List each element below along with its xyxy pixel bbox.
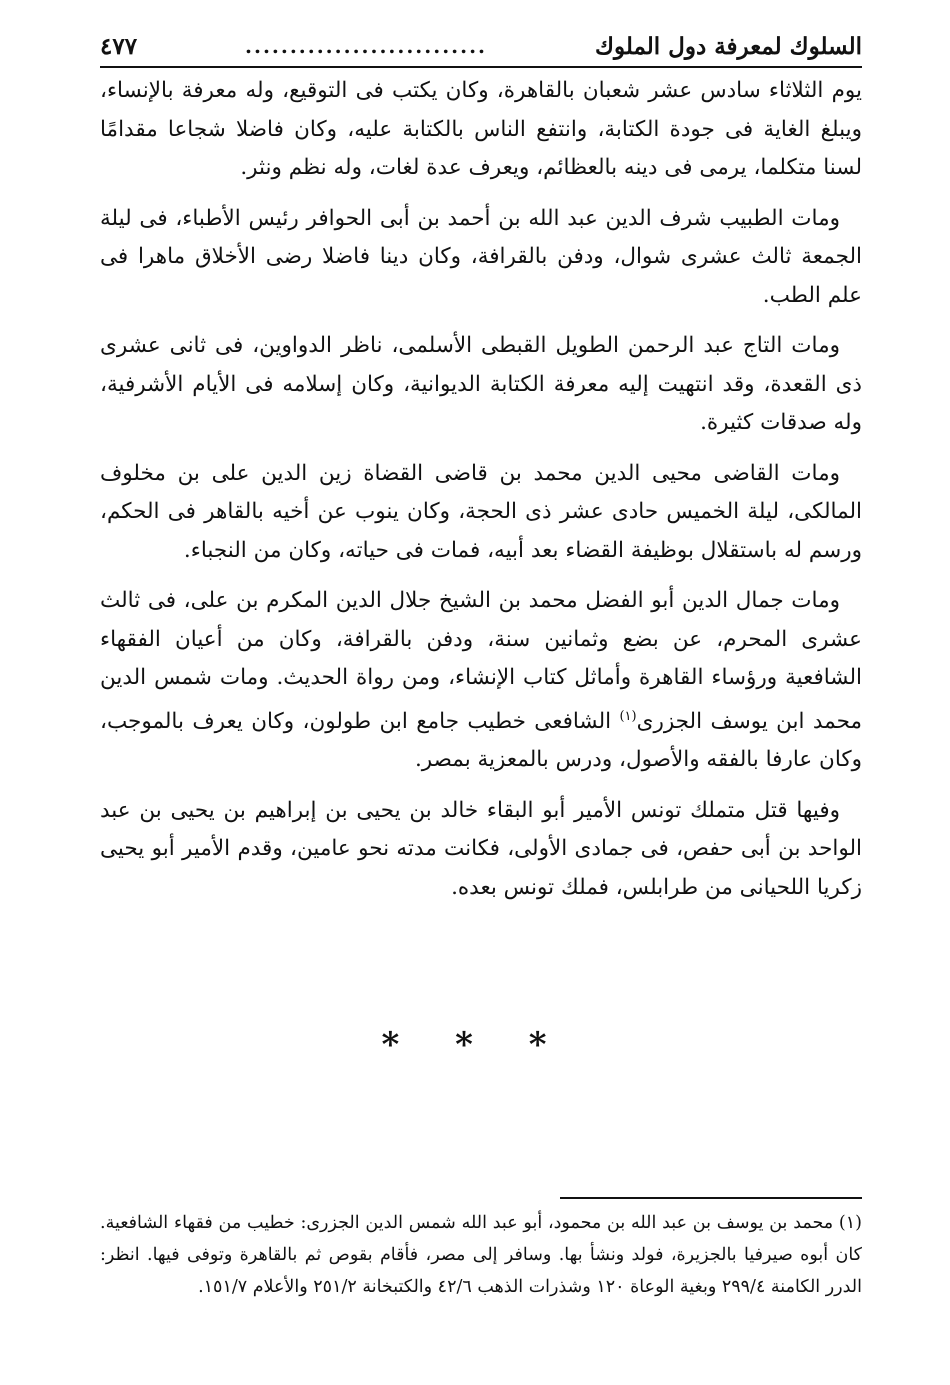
paragraph: وفيها قتل متملك تونس الأمير أبو البقاء خالد بن يحيى بن إبراهيم بن يحيى بن عبد الواحد بن أبى حفص، فى جمادى الأولى، فكانت مدته نحو عامين، وقدم الأمير أبو يحيى زكريا اللحيانى من طرابلس، فملك تونس بعده. <box>100 797 862 900</box>
paragraph-text: الشافعى خطيب جامع ابن طولون، وكان يعرف بالموجب، وكان عارفا بالفقه والأصول، ودرس بالمعزية بمصر. <box>100 708 862 773</box>
footnote-marker: (١) <box>619 708 637 724</box>
paragraph: يوم الثلاثاء سادس عشر شعبان بالقاهرة، وكان يكتب فى التوقيع، وله معرفة بالإنساء، ويبلغ الغاية فى جودة الكتابة، وانتفع الناس بالكتابة عليه، وكان فاضلا شجاعا مقدامًا لسنا متكلما، يرمى فى دينه بالعظائم، ويعرف عدة لغات، وله نظم ونثر. <box>100 78 862 180</box>
leader-dots: ........................... <box>245 34 488 58</box>
section-separator: * * * <box>381 1025 569 1065</box>
footnote-text: (١) محمد بن يوسف بن عبد الله بن محمود، أبو عبد الله شمس الدين الجزرى: خطيب من فقهاء الشافعية. كان أبوه صيرفيا بالجزيرة، فولد ونشأ بها. وسافر إلى مصر، فأقام بقوص ثم بالقاهرة وتوفى فيها. انظر: الدرر الكامنة ٢٩٩/٤ وبغية الوعاة ١٢٠ وشذرات الذهب ٤٢/٦ والكتبخانة ٢٥١/٢ والأعلام ١٥١/٧. <box>100 1213 862 1297</box>
book-title: السلوك لمعرفة دول الملوك <box>594 32 862 60</box>
main-text <box>100 72 862 919</box>
footnote-rule <box>560 1197 862 1199</box>
paragraph: ومات التاج عبد الرحمن الطويل القبطى الأسلمى، ناظر الدواوين، فى ثانى عشرى ذى القعدة، وقد انتهيت إليه معرفة الكتابة الديوانية، وكان إسلامه فى الأيام الأشرفية، وله صدقات كثيرة. <box>100 333 862 435</box>
running-header <box>100 26 862 66</box>
paragraph: ومات القاضى محيى الدين محمد بن قاضى القضاة زين الدين على بن مخلوف المالكى، ليلة الخميس حادى عشر ذى الحجة، وكان ينوب عن أخيه بالقاهر فى الحكم، ورسم له باستقلال بوظيفة القضاء بعد أبيه، فمات فى حياته، وكان من النجباء. <box>100 460 862 563</box>
paragraph-text: ومات جمال الدين أبو الفضل محمد بن الشيخ جلال الدين المكرم بن على، فى ثالث عشرى المحرم، عن بضع وثمانين سنة، ودفن بالقرافة، وكان من أعيان الفقهاء الشافعية ورؤساء القاهرة وأماثل كتاب الإنشاء، ومن رواة الحديث. ومات شمس الدين محمد ابن يوسف الجزرى <box>100 588 862 734</box>
footnote <box>100 1207 862 1303</box>
header-rule <box>100 66 862 68</box>
paragraph: ومات الطبيب شرف الدين عبد الله بن أحمد بن أبى الحوافر رئيس الأطباء، فى ليلة الجمعة ثالث عشرى شوال، ودفن بالقرافة، وكان دينا فاضلا رضى الأخلاق ماهرا فى علم الطب. <box>100 205 862 308</box>
paragraph <box>100 582 862 780</box>
page-number: ٤٧٧ <box>100 32 138 60</box>
